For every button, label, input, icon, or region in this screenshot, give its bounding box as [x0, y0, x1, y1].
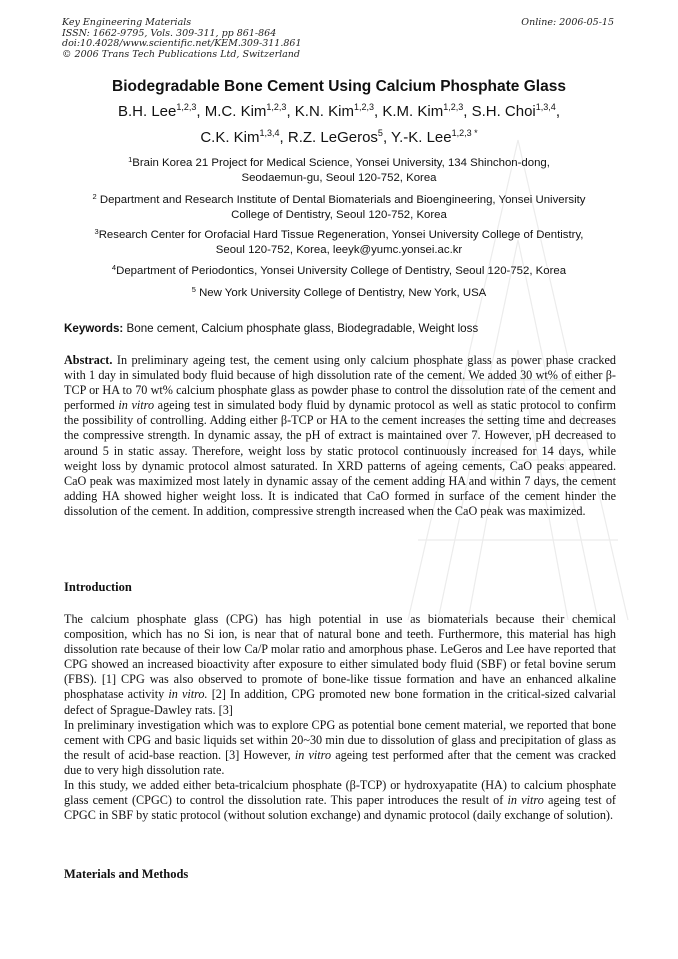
online-date: Online: 2006-05-15	[521, 17, 614, 28]
keywords-label: Keywords:	[64, 322, 124, 335]
author: K.N. Kim$^{1,2,3}$,	[294, 102, 383, 120]
keywords	[64, 322, 616, 335]
author: B.H. Lee$^{1,2,3}$,	[118, 102, 205, 120]
author: M.C. Kim$^{1,2,3}$,	[204, 102, 295, 120]
materials-heading: Materials and Methods	[64, 867, 189, 881]
author: K.M. Kim$^{1,2,3}$,	[382, 102, 472, 120]
author: C.K. Kim$^{1,3,4}$,	[200, 128, 288, 146]
introduction-body	[64, 612, 616, 823]
journal-name: Key Engineering Materials	[62, 17, 192, 28]
author: R.Z. LeGeros$^5$,	[287, 128, 392, 146]
abstract: Abstract. In preliminary ageing test, the cement using only calcium phosphate glass as power phase cracked with 1 day in simulated body fluid because of high dissolution rate of the cement. We added 30 wt% of either β-TCP or HA to 70 wt% calcium phosphate glass as powder phase to control the dissolution rate of the cement and performed in vitro ageing test in simulated body fluid by dynamic protocol as well as static protocol to confirm the possibility of controlling. Adding either β-TCP or HA to the cement increases the setting time and decreases the compressive strength. In dynamic assay, the pH of extract is maintained over 7. However, pH decreased to around 5 in static assay. Therefore, weight loss by static protocol continuously increased for 14 days, while weight loss by dynamic protocol almost saturated. In XRD patterns of ageing cements, CaO peaks appeared. CaO peak was maximized most lately in dynamic assay of the cement adding HA and within 7 days, the cement adding HA showed higher weight loss. It is indicated that CaO formed in surface of the cement hinder the dissolution of the cement. In addition, compressive strength increased when the CaO peak was maximized.	[64, 353, 617, 518]
doi-line: doi:10.4028/www.scientific.net/KEM.309-311.861	[62, 38, 302, 50]
authors-line-1	[20, 103, 658, 120]
abstract-label: Abstract.	[64, 353, 113, 367]
copyright-line: © 2006 Trans Tech Publications Ltd, Switzerland	[62, 48, 301, 60]
issn-line: ISSN: 1662-9795, Vols. 309-311, pp 861-864	[62, 27, 277, 39]
intro-paragraph-2: In preliminary investigation which was to explore CPG as potential bone cement material, we reported that bone cement with CPG and basic liquids set within 20~30 min due to dissolution of glass and precipitation of glass as the result of acid-base reaction. [3] However, in vitro ageing test performed after that the cement was cracked due to very high dissolution rate.	[64, 717, 616, 777]
affiliation-4: $^4$Department of Periodontics, Yonsei University College of Dentistry, Seoul 120-752, Korea	[111, 263, 567, 277]
author: S.H. Choi$^{1,3,4}$,	[471, 102, 560, 120]
introduction-heading: Introduction	[64, 580, 132, 594]
intro-paragraph-1: The calcium phosphate glass (CPG) has high potential in use as biomaterials because their chemical composition, which has no Si ion, is near that of natural bone and teeth. Furthermore, this material has high dissolution rate because of their low Ca/P molar ratio and amorphous phase. LeGeros and Lee have reported that CPG showed an increased bioactivity after exposure to either simulated body fluid (SBF) or fetal bovine serum (FBS). [1] CPG was also observed to promote of bone-like tissue formation and have an enhanced alkaline phosphatase activity in vitro. [2] In addition, CPG promoted new bone formation in the critical-sized calvarial defect of Sprague-Dawley rats. [3]	[64, 612, 617, 717]
affiliation-2: $^2$ Department and Research Institute of Dental Biomaterials and Bioengineering, Yonsei University College of Dentistry, Seoul 120-752, Korea	[92, 192, 586, 221]
keywords-text: Bone cement, Calcium phosphate glass, Biodegradable, Weight loss	[126, 322, 479, 335]
affiliation-1: $^1$Brain Korea 21 Project for Medical Science, Yonsei University, 134 Shinchon-dong, Seodaemun-gu, Seoul 120-752, Korea	[128, 155, 550, 184]
journal-header	[62, 18, 302, 60]
intro-paragraph-3: In this study, we added either beta-tricalcium phosphate (β-TCP) or hydroxyapatite (HA) to calcium phosphate glass cement (CPGC) to control the dissolution rate. This paper introduces the result of in vitro ageing test of CPGC in SBF by static protocol (without solution exchange) and dynamic protocol (daily exchange of solution).	[64, 778, 616, 823]
authors-line-2	[20, 129, 658, 146]
affiliation-5: $^5$ New York University College of Dentistry, New York, USA	[191, 285, 487, 299]
paper-title: Biodegradable Bone Cement Using Calcium Phosphate Glass	[112, 78, 566, 95]
author: Y.-K. Lee$^{1,2,3 *}$	[391, 128, 478, 146]
affiliation-3: $^3$Research Center for Orofacial Hard Tissue Regeneration, Yonsei University College of Dentistry, Seoul 120-752, Korea, leeyk@yumc.yonsei.ac.kr	[94, 227, 584, 256]
